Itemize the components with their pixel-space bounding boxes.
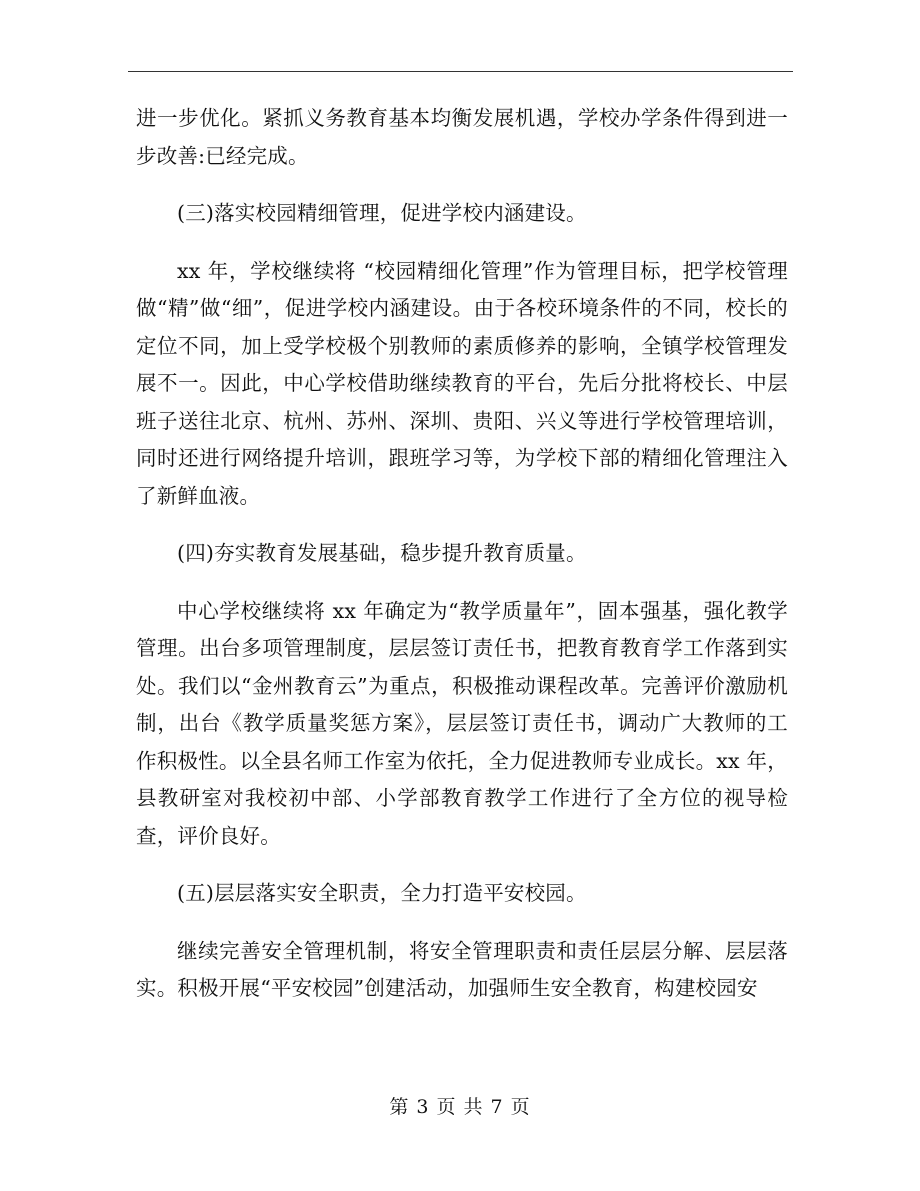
paragraph-safety: 继续完善安全管理机制，将安全管理职责和责任层层分解、层层落实。积极开展“平安校园”创建活动，加强师生安全教育，构建校园安 (136, 938, 788, 1000)
document-body (136, 100, 788, 1008)
paragraph-quality: 中心学校继续将 xx 年确定为“教学质量年”，固本强基，强化教学管理。出台多项管理制度，层层签订责任书，把教育教育学工作落到实处。我们以“金州教育云”为重点，积极推动课程改革。完善评价激励机制，出台《教学质量奖惩方案》，层层签订责任书，调动广大教师的工作积极性。以全县名师工作室为依托，全力促进教师专业成长。xx 年，县教研室对我校初中部、小学部教育教学工作进行了全方位的视导检查，评价良好。 (136, 598, 788, 848)
paragraph-management: xx 年，学校继续将 “校园精细化管理”作为管理目标，把学校管理做“精”做“细”，促进学校内涵建设。由于各校环境条件的不同，校长的定位不同，加上受学校极个别教师的素质修养的影响，全镇学校管理发展不一。因此，中心学校借助继续教育的平台，先后分批将校长、中层班子送往北京、杭州、苏州、深圳、贵阳、兴义等进行学校管理培训，同时还进行网络提升培训，跟班学习等，为学校下部的精细化管理注入了新鲜血液。 (136, 258, 788, 508)
page-footer: 第 3 页 共 7 页 (389, 1096, 531, 1118)
header-rule (128, 71, 793, 72)
paragraph-continuation: 进一步优化。紧抓义务教育基本均衡发展机遇，学校办学条件得到进一步改善:已经完成。 (136, 106, 788, 168)
section-heading-4: (四)夯实教育发展基础，稳步提升教育质量。 (177, 541, 587, 565)
section-heading-3: (三)落实校园精细管理，促进学校内涵建设。 (177, 201, 587, 225)
section-heading-5: (五)层层落实安全职责，全力打造平安校园。 (177, 881, 587, 905)
